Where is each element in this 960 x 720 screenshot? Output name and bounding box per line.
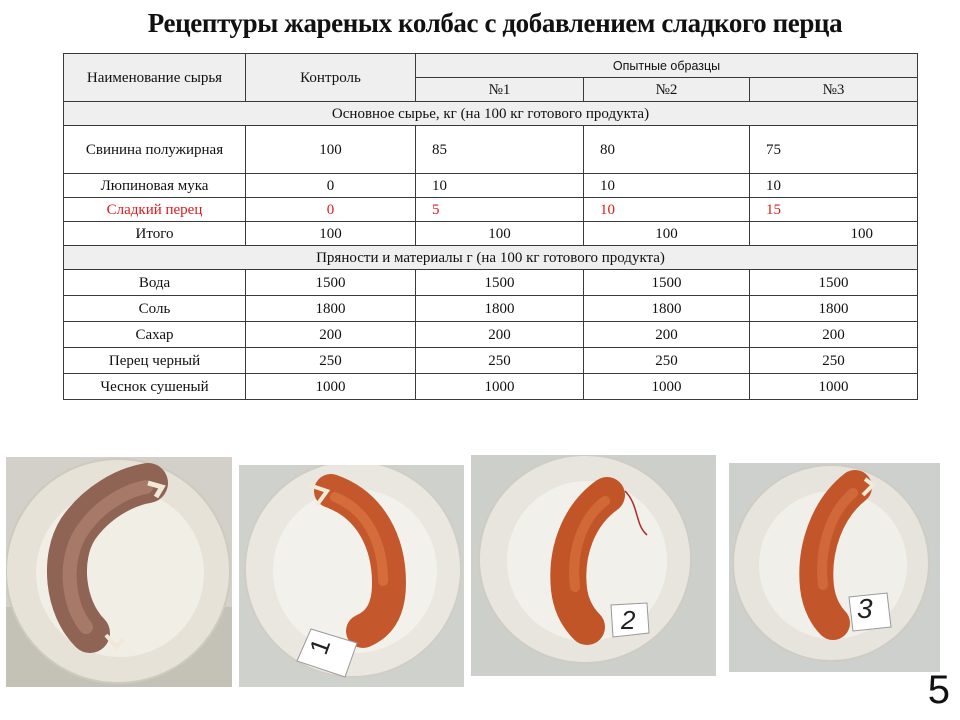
- cell-control: 100: [246, 126, 416, 174]
- table-row-total: [64, 222, 918, 246]
- row-name: Сахар: [64, 322, 246, 348]
- cell-sample-1: 100: [416, 222, 584, 246]
- cell-sample-3: 10: [750, 174, 918, 198]
- cell-control: 1500: [246, 270, 416, 296]
- cell-sample-2: 1000: [584, 374, 750, 400]
- cell-control: 200: [246, 322, 416, 348]
- cell-control: 250: [246, 348, 416, 374]
- table-row: [64, 174, 918, 198]
- cell-control: 0: [246, 198, 416, 222]
- cell-control: 1000: [246, 374, 416, 400]
- cell-sample-2: 250: [584, 348, 750, 374]
- cell-sample-3: 1000: [750, 374, 918, 400]
- cell-sample-3: 75: [750, 126, 918, 174]
- cell-sample-1: 85: [416, 126, 584, 174]
- cell-sample-2: 200: [584, 322, 750, 348]
- row-name: Сладкий перец: [64, 198, 246, 222]
- row-name: Чеснок сушеный: [64, 374, 246, 400]
- row-name: Перец черный: [64, 348, 246, 374]
- table-row: [64, 296, 918, 322]
- cell-sample-1: 1000: [416, 374, 584, 400]
- header-raw-material: Наименование сырья: [64, 54, 246, 102]
- table-row: [64, 270, 918, 296]
- cell-sample-3: 200: [750, 322, 918, 348]
- header-sample-1: №1: [416, 78, 584, 102]
- photo-sample-1: [239, 465, 464, 687]
- cell-sample-3: 15: [750, 198, 918, 222]
- cell-sample-2: 100: [584, 222, 750, 246]
- cell-sample-1: 5: [416, 198, 584, 222]
- cell-control: 1800: [246, 296, 416, 322]
- row-name: Вода: [64, 270, 246, 296]
- cell-sample-3: 100: [750, 222, 918, 246]
- photo-sample-2: [471, 455, 716, 676]
- table-row-highlighted: [64, 198, 918, 222]
- header-experimental-samples: Опытные образцы: [416, 54, 918, 78]
- table-row: [64, 348, 918, 374]
- row-name: Соль: [64, 296, 246, 322]
- table-row: [64, 126, 918, 174]
- slide-title: Рецептуры жареных колбас с добавлением сладкого перца: [147, 8, 843, 38]
- cell-sample-1: 1800: [416, 296, 584, 322]
- cell-sample-3: 250: [750, 348, 918, 374]
- header-sample-3: №3: [750, 78, 918, 102]
- sample-tag-label: 2: [621, 605, 636, 635]
- sample-tag-label: 3: [857, 593, 873, 624]
- section-spices: Пряности и материалы г (на 100 кг готового продукта): [64, 246, 918, 270]
- header-sample-2: №2: [584, 78, 750, 102]
- sample-tag-label: 1: [303, 634, 337, 659]
- cell-sample-2: 1800: [584, 296, 750, 322]
- cell-sample-3: 1800: [750, 296, 918, 322]
- row-name: Свинина полужирная: [64, 126, 246, 174]
- row-name: Люпиновая мука: [64, 174, 246, 198]
- photo-control-sample: [6, 457, 232, 687]
- cell-control: 0: [246, 174, 416, 198]
- cell-sample-1: 200: [416, 322, 584, 348]
- row-name: Итого: [64, 222, 246, 246]
- cell-sample-2: 1500: [584, 270, 750, 296]
- photo-sample-3: [729, 463, 940, 672]
- page-number: 5: [927, 668, 950, 712]
- recipe-table: [63, 53, 918, 400]
- table-row: [64, 322, 918, 348]
- cell-sample-1: 10: [416, 174, 584, 198]
- cell-sample-2: 10: [584, 174, 750, 198]
- section-main-raw: Основное сырье, кг (на 100 кг готового продукта): [64, 102, 918, 126]
- header-control: Контроль: [246, 54, 416, 102]
- cell-sample-2: 10: [584, 198, 750, 222]
- cell-sample-1: 1500: [416, 270, 584, 296]
- cell-control: 100: [246, 222, 416, 246]
- table-row: [64, 374, 918, 400]
- cell-sample-2: 80: [584, 126, 750, 174]
- cell-sample-1: 250: [416, 348, 584, 374]
- cell-sample-3: 1500: [750, 270, 918, 296]
